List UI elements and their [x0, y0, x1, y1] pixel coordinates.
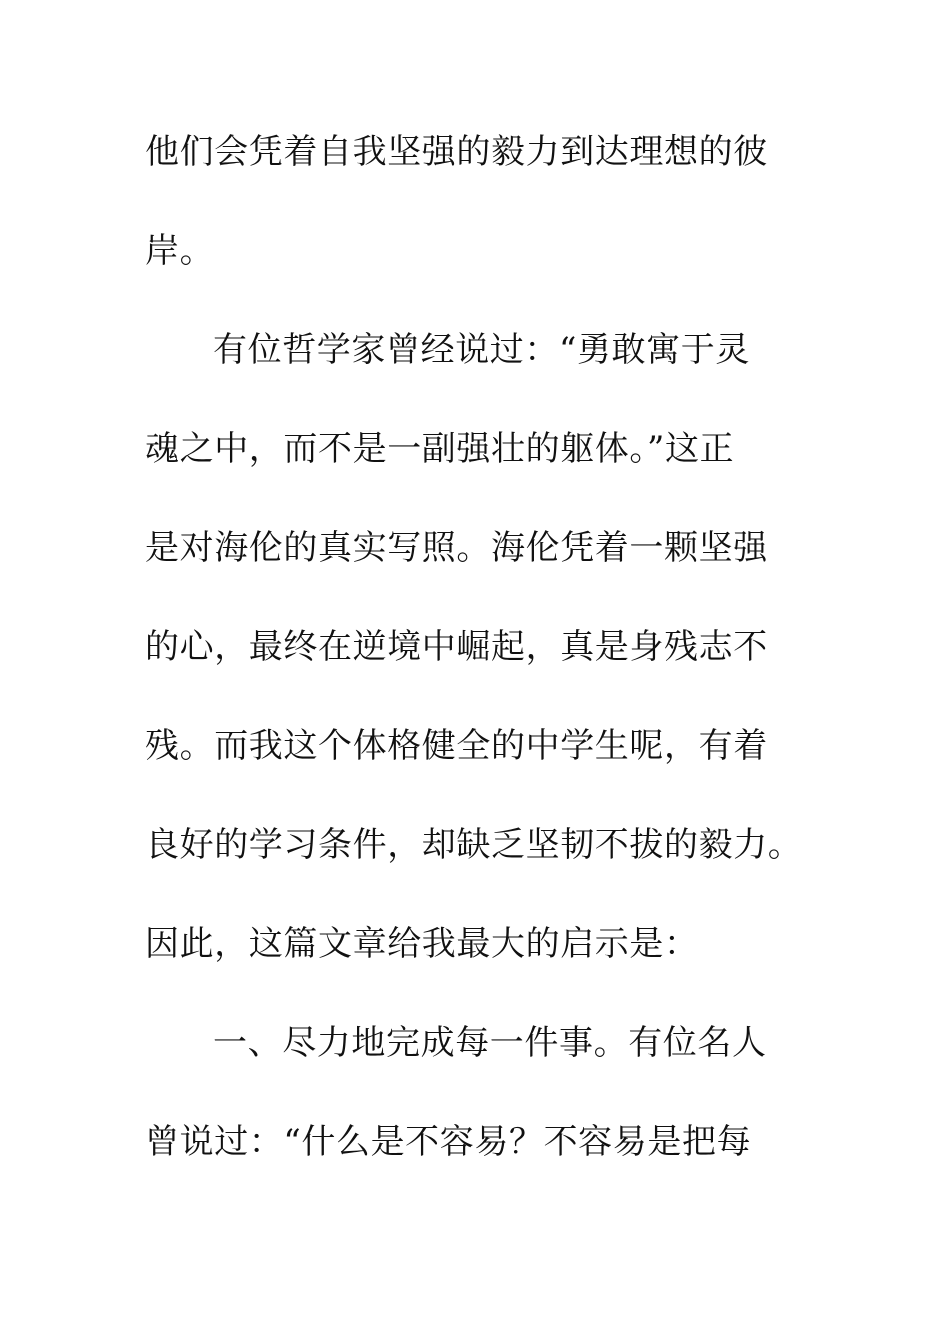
text-line-2: 岸。	[145, 231, 215, 271]
text-line-3: 有位哲学家曾经说过：“勇敢寓于灵	[213, 330, 750, 370]
text-line-6: 的心，最终在逆境中崛起，真是身残志不	[145, 627, 768, 667]
text-line-9: 因此，这篇文章给我最大的启示是：	[145, 924, 699, 964]
text-line-1: 他们会凭着自我坚强的毅力到达理想的彼	[145, 132, 768, 172]
text-line-10: 一、尽力地完成每一件事。有位名人	[213, 1023, 767, 1063]
text-line-7: 残。而我这个体格健全的中学生呢，有着	[145, 726, 768, 766]
text-line-8: 良好的学习条件，却缺乏坚韧不拔的毅力。	[145, 825, 803, 865]
text-line-4: 魂之中，而不是一副强壮的躯体。”这正	[145, 429, 735, 469]
text-line-11: 曾说过：“什么是不容易？不容易是把每	[145, 1122, 752, 1162]
text-line-5: 是对海伦的真实写照。海伦凭着一颗坚强	[145, 528, 768, 568]
